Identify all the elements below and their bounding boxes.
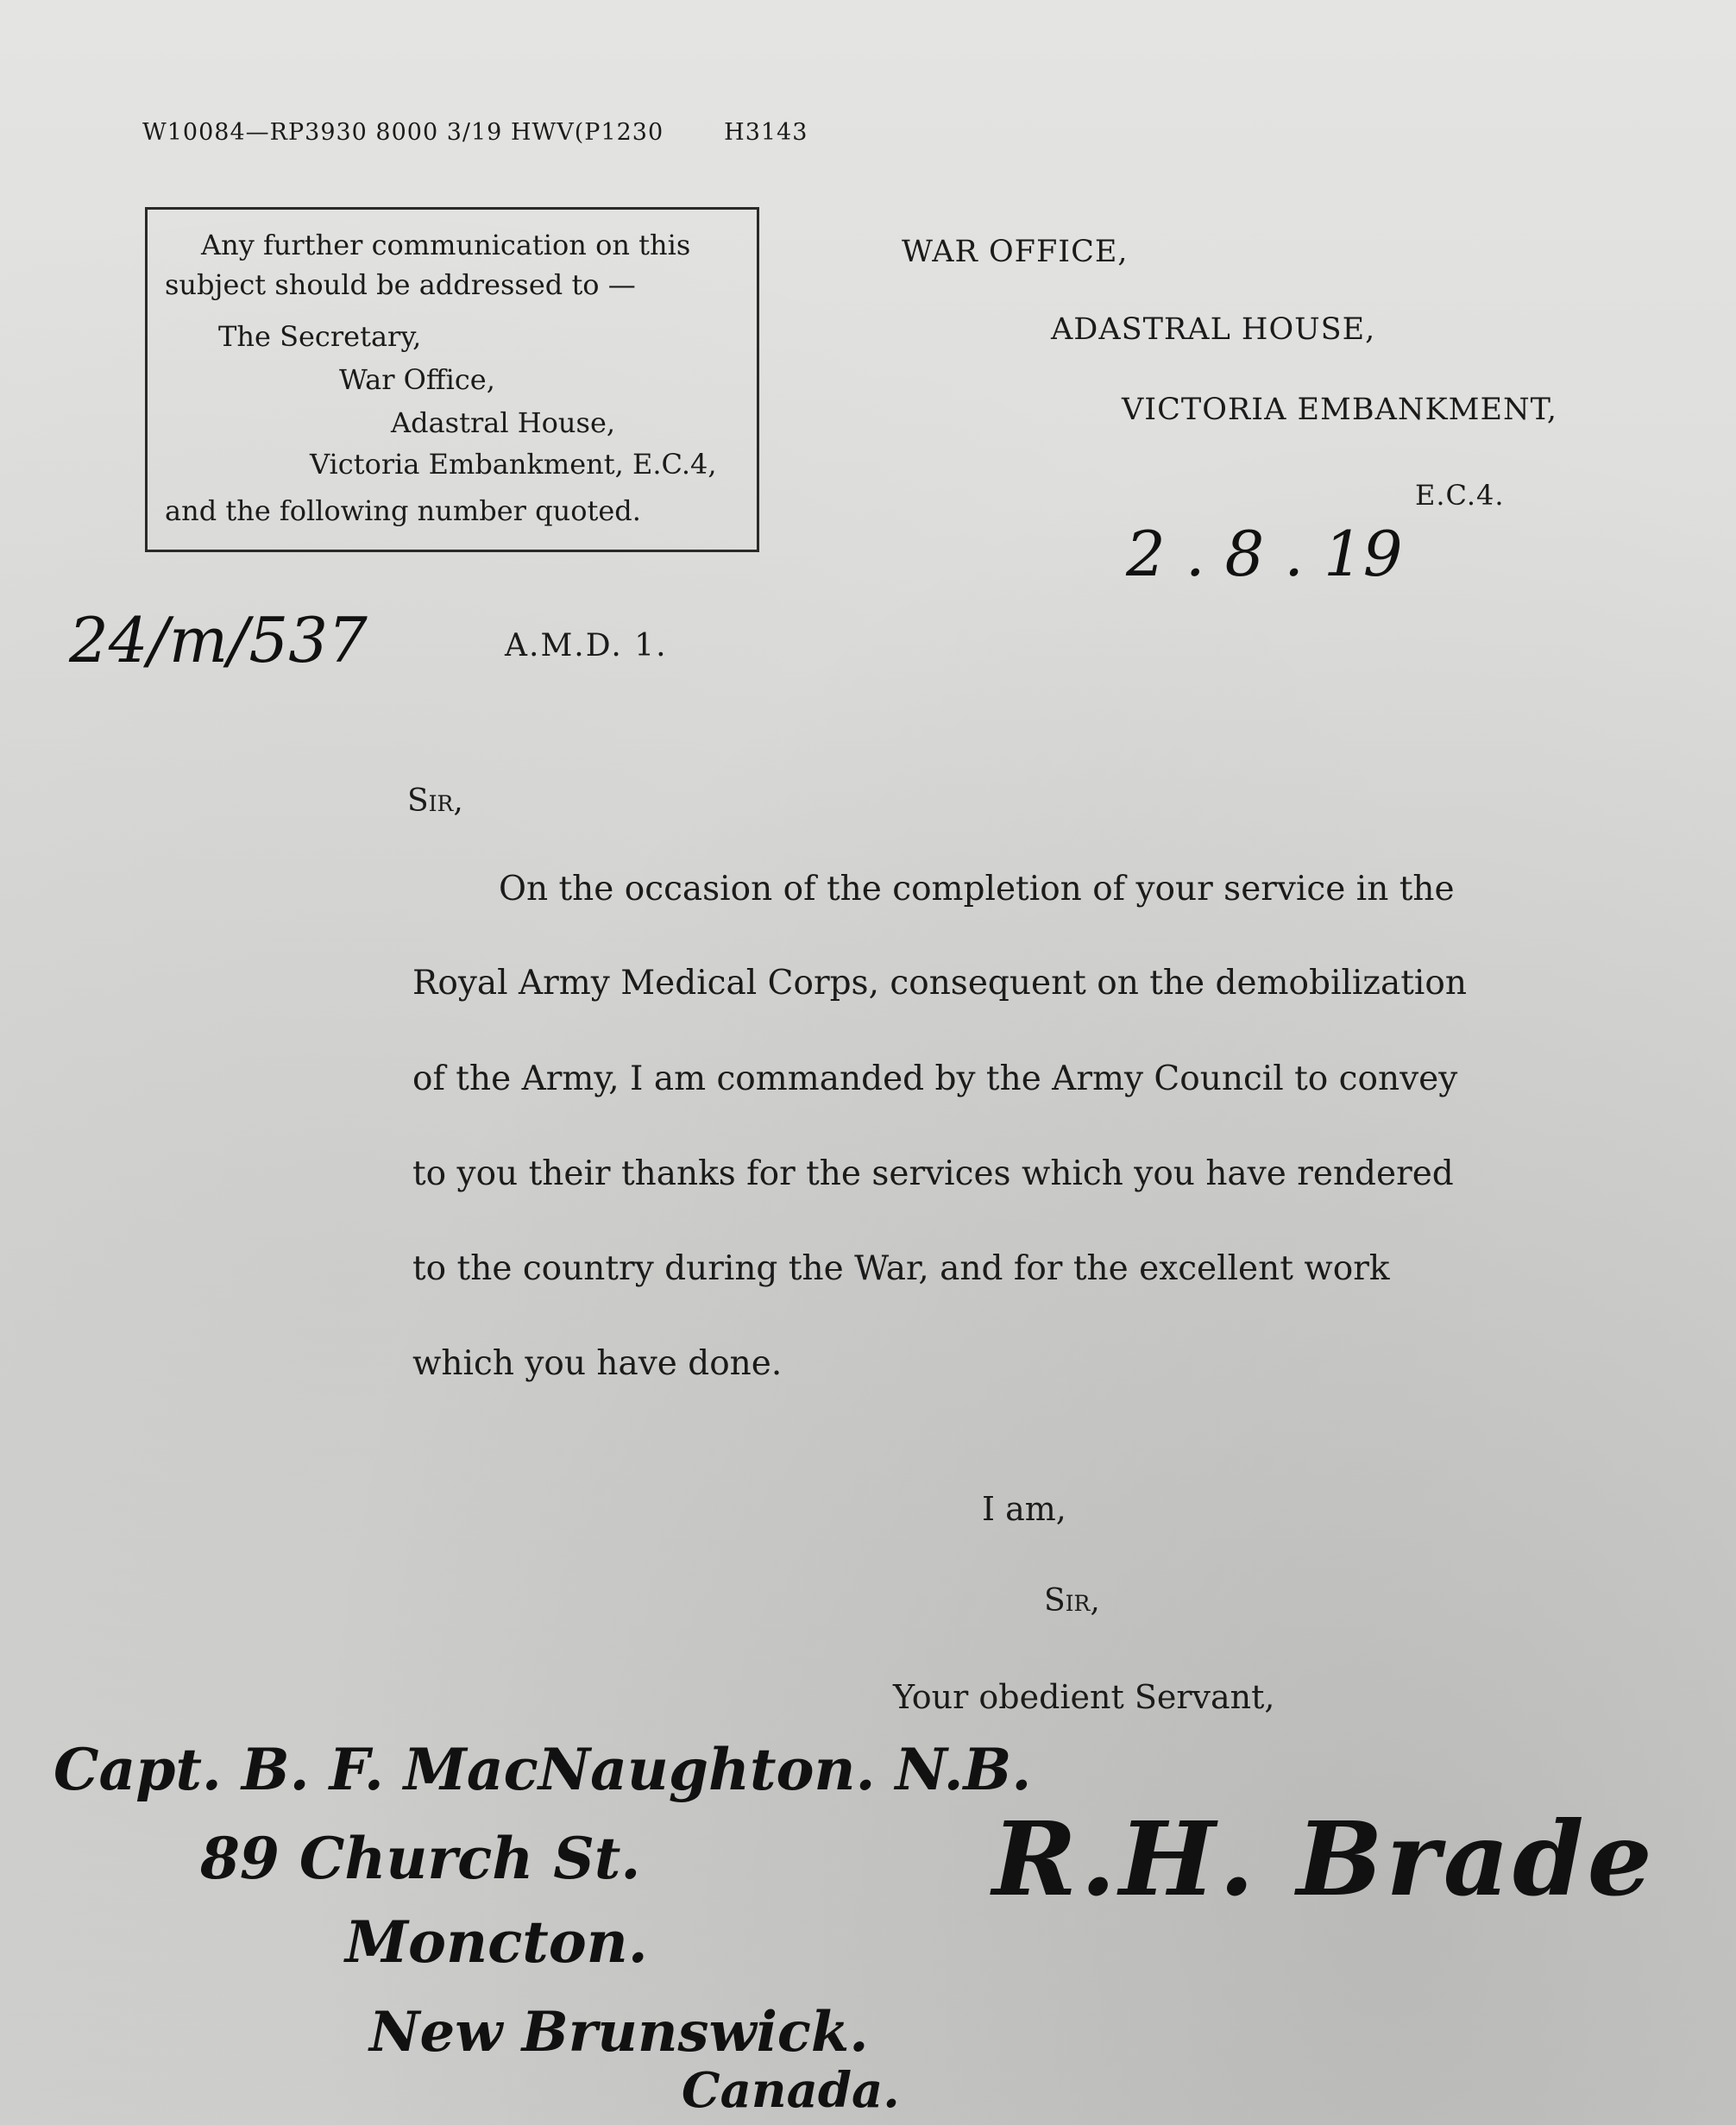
notice-line-2: subject should be addressed to — xyxy=(165,268,636,301)
print-code-main: W10084—RP3930 8000 3/19 HWV(P1230 xyxy=(142,119,664,146)
recipient-line-4: New Brunswick. xyxy=(369,2000,869,2065)
address-line-3: VICTORIA EMBANKMENT, xyxy=(1122,393,1557,427)
recipient-line-1: Capt. B. F. MacNaughton. N.B. xyxy=(53,1736,1032,1803)
notice-line-6: Victoria Embankment, E.C.4, xyxy=(310,448,717,481)
communication-notice-box xyxy=(145,207,759,552)
address-line-4: E.C.4. xyxy=(1415,479,1505,512)
recipient-line-2: 89 Church St. xyxy=(200,1825,641,1892)
notice-line-7: and the following number quoted. xyxy=(165,494,641,527)
notice-line-3: The Secretary, xyxy=(218,320,422,353)
handwritten-reference: 24/m/537 xyxy=(69,604,368,676)
address-line-1: WAR OFFICE, xyxy=(902,235,1129,269)
body-line-6: which you have done. xyxy=(412,1344,783,1383)
notice-line-5: Adastral House, xyxy=(391,406,616,439)
address-line-2: ADASTRAL HOUSE, xyxy=(1051,312,1376,347)
body-line-4: to you their thanks for the services which you have rendered xyxy=(412,1154,1454,1193)
recipient-line-5: Canada. xyxy=(682,2062,900,2119)
body-line-5: to the country during the War, and for the excellent work xyxy=(412,1249,1390,1288)
body-line-1: On the occasion of the completion of your service in the xyxy=(499,870,1455,908)
notice-line-1: Any further communication on this xyxy=(201,229,691,261)
closing-line-3: Your obedient Servant, xyxy=(893,1678,1275,1716)
body-line-2: Royal Army Medical Corps, consequent on the demobilization xyxy=(412,964,1467,1003)
closing-line-1: I am, xyxy=(982,1490,1066,1528)
printed-reference: A.M.D. 1. xyxy=(505,628,668,663)
recipient-line-3: Moncton. xyxy=(345,1908,648,1976)
notice-line-4: War Office, xyxy=(339,363,495,396)
print-code-ref: H3143 xyxy=(724,119,808,146)
closing-line-2: Sir, xyxy=(1044,1583,1100,1619)
signature: R.H. Brade xyxy=(992,1799,1656,1919)
print-code xyxy=(142,119,808,146)
body-line-3: of the Army, I am commanded by the Army Council to convey xyxy=(412,1059,1458,1098)
salutation: Sir, xyxy=(407,783,463,819)
handwritten-date: 2 . 8 . 19 xyxy=(1126,518,1403,590)
